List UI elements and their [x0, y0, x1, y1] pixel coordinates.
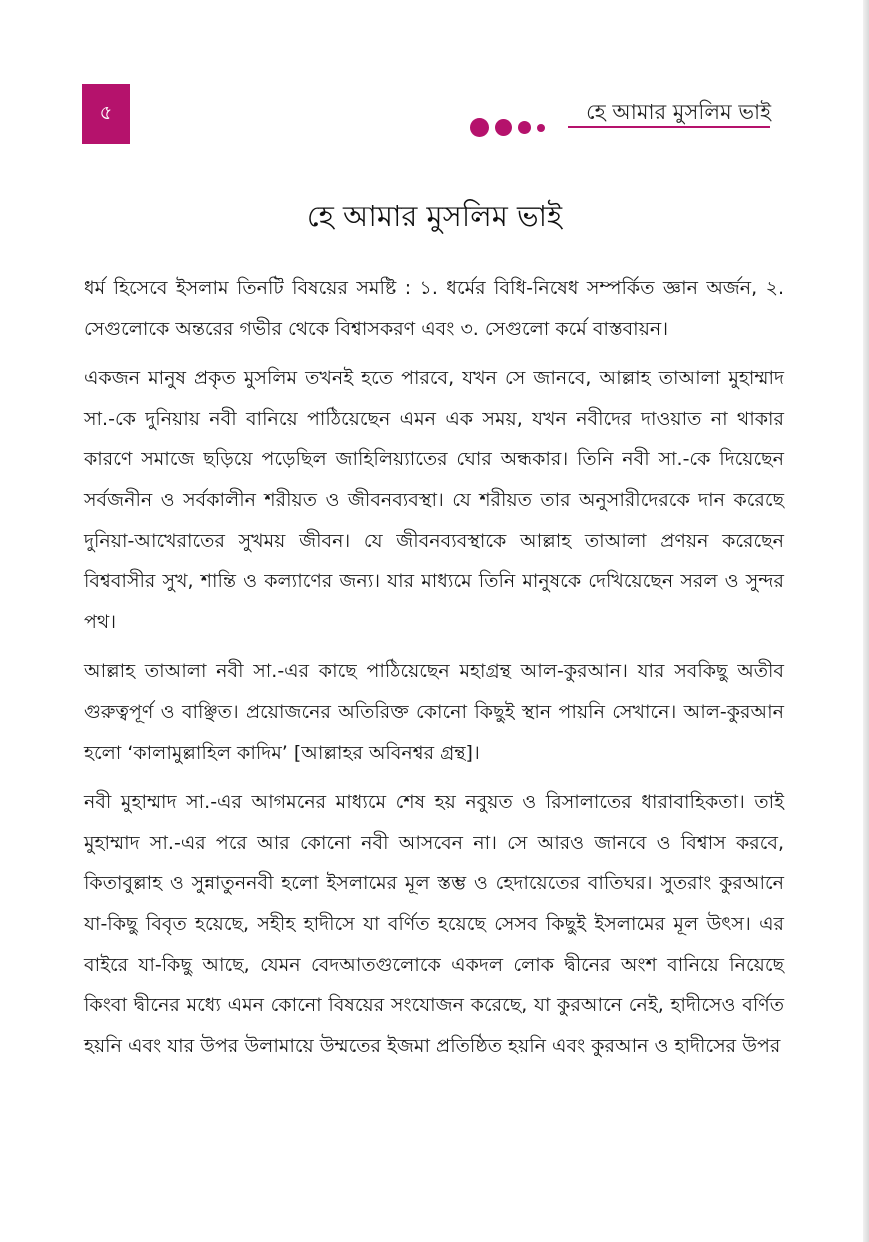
paragraph: নবী মুহাম্মাদ সা.-এর আগমনের মাধ্যমে শেষ হয় নবুয়ত ও রিসালাতের ধারাবাহিকতা। তাই মুহাম্মাদ সা.-এর পরে আর কোনো নবী আসবেন না। সে আরও জানবে ও বিশ্বাস করবে, কিতাবুল্লাহ ও সুন্নাতুননবী হলো ইসলামের মূল স্তম্ভ ও হেদায়েতের বাতিঘর। সুতরাং কুরআনে যা-কিছু বিবৃত হয়েছে, সহীহ হাদীসে যা বর্ণিত হয়েছে সেসব কিছুই ইসলামের মূল উৎস। এর বাইরে যা-কিছু আছে, যেমন বেদআতগুলোকে একদল লোক দ্বীনের অংশ বানিয়ে নিয়েছে কিংবা দ্বীনের মধ্যে এমন কোনো বিষয়ের সংযোজন করেছে, যা কুরআনে নেই, হাদীসেও বর্ণিত হয়নি এবং যার উপর উলামায়ে উম্মতের ইজমা প্রতিষ্ঠিত হয়নি এবং কুরআন ও হাদীসের উপর — [84, 791, 784, 1057]
paragraph: ধর্ম হিসেবে ইসলাম তিনটি বিষয়ের সমষ্টি : ১. ধর্মের বিধি-নিষেধ সম্পর্কিত জ্ঞান অর্জন, ২. সেগুলোকে অন্তরের গভীর থেকে বিশ্বাসকরণ এবং ৩. সেগুলো কর্মে বাস্তবায়ন। — [84, 277, 784, 340]
ornament-dot — [495, 119, 512, 136]
ornament-dot — [470, 118, 489, 137]
page-number: ৫ — [99, 99, 113, 124]
paragraph: একজন মানুষ প্রকৃত মুসলিম তখনই হতে পারবে, যখন সে জানবে, আল্লাহ তাআলা মুহাম্মাদ সা.-কে দুনিয়ায় নবী বানিয়ে পাঠিয়েছেন এমন এক সময়, যখন নবীদের দাওয়াত না থাকার কারণে সমাজে ছড়িয়ে পড়েছিল জাহিলিয়্যাতের ঘোর অন্ধকার। তিনি নবী সা.-কে দিয়েছেন সর্বজনীন ও সর্বকালীন শরীয়ত ও জীবনব্যবস্থা। যে শরীয়ত তার অনুসারীদেরকে দান করেছে দুনিয়া-আখেরাতের সুখময় জীবন। যে জীবনব্যবস্থাকে আল্লাহ তাআলা প্রণয়ন করেছেন বিশ্ববাসীর সুখ, শান্তি ও কল্যাণের জন্য। যার মাধ্যমে তিনি মানুষকে দেখিয়েছেন সরল ও সুন্দর পথ। — [84, 367, 784, 633]
running-header-title: হে আমার মুসলিম ভাই — [586, 100, 771, 124]
ornament-dot — [537, 124, 545, 132]
header-dots-ornament — [470, 118, 545, 137]
body-text — [84, 268, 784, 1075]
page-number-badge — [82, 84, 130, 144]
chapter-title: হে আমার মুসলিম ভাই — [306, 199, 563, 233]
header-rule-line — [568, 126, 770, 128]
page-edge-shadow — [863, 0, 869, 1242]
ornament-dot — [518, 121, 531, 134]
paragraph: আল্লাহ তাআলা নবী সা.-এর কাছে পাঠিয়েছেন মহাগ্রন্থ আল-কুরআন। যার সবকিছু অতীব গুরুত্বপূর্ণ ও বাঞ্ছিত। প্রয়োজনের অতিরিক্ত কোনো কিছুই স্থান পায়নি সেখানে। আল-কুরআন হলো ‘কালামুল্লাহিল কাদিম’ [আল্লাহর অবিনশ্বর গ্রন্থ]। — [84, 660, 784, 764]
